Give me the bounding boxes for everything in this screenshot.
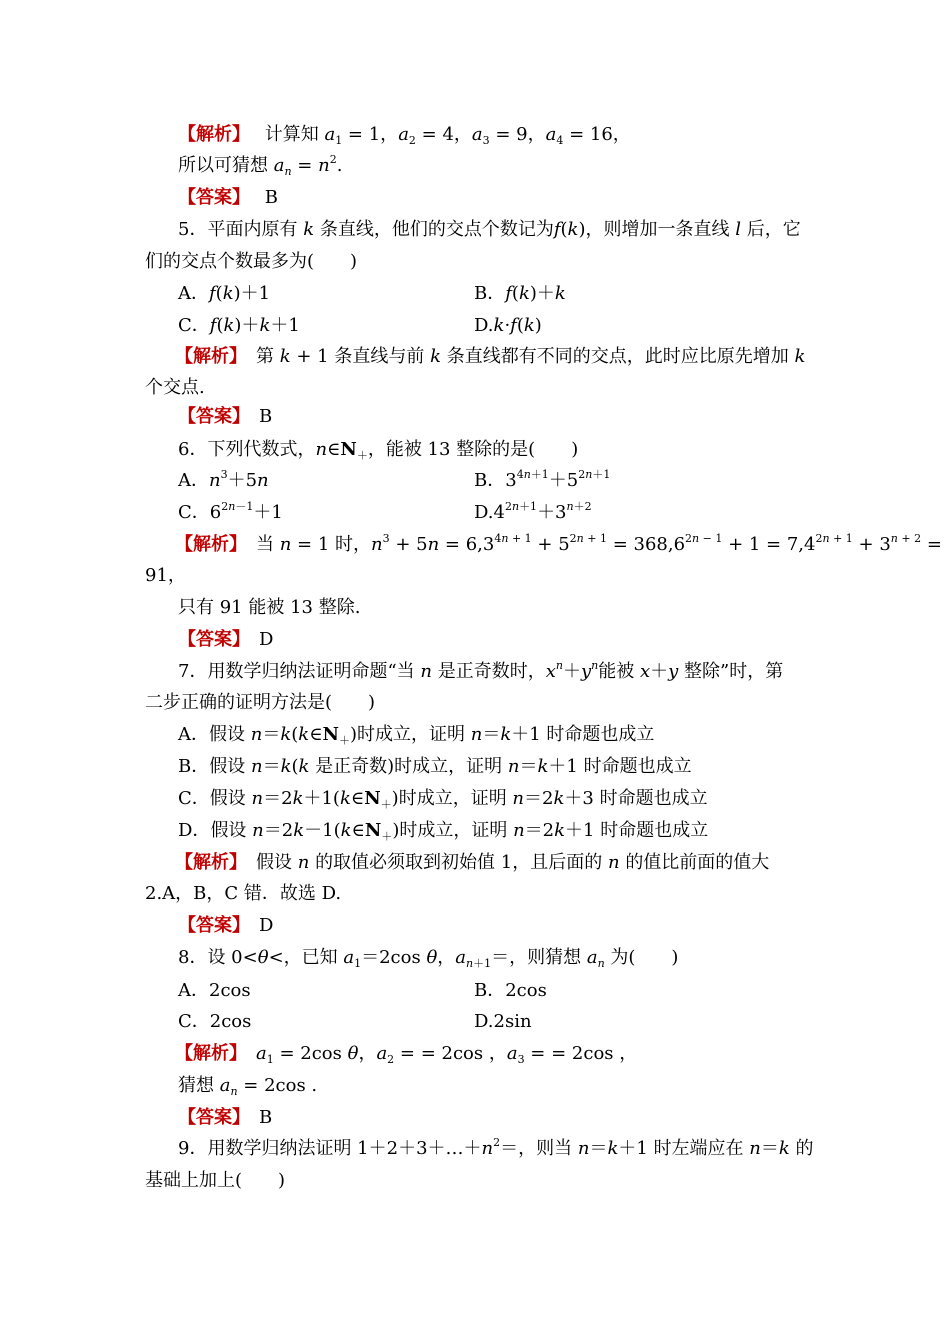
q6-option-c: C．$6^{2n-1}+1$ bbox=[178, 500, 283, 523]
q8-option-d: D.2sin bbox=[474, 1011, 532, 1032]
analysis-label: 【解析】 bbox=[178, 124, 241, 145]
analysis-label: 【解析】 bbox=[175, 346, 238, 367]
answer-label: 【答案】 bbox=[178, 915, 241, 936]
q5-option-c: C．f(k)＋k＋1 bbox=[178, 315, 300, 336]
analysis-label: 【解析】 bbox=[175, 534, 238, 555]
q5-analysis-line-2: 个交点. bbox=[145, 377, 205, 398]
answer-label: 【答案】 bbox=[178, 406, 241, 427]
q5-option-b: B．f(k)＋k bbox=[474, 283, 566, 304]
q9-stem-line-1: 9．用数学归纳法证明 $1+2+3+\dots+n^2=$，则当 n＝k＋1 时左端应在 n＝k 的 bbox=[178, 1136, 814, 1159]
q6-analysis-line-2: 91， bbox=[145, 565, 186, 586]
q8-stem: 8．设 0<θ<，已知 $a_1=2\cos$ θ，$a_{n+1}=$，则猜想 $a_n$ 为( ) bbox=[178, 947, 679, 970]
q5-option-a: A．f(k)＋1 bbox=[178, 283, 271, 304]
q5-option-d: D.k·f(k) bbox=[474, 315, 542, 336]
q4-answer: 【答案】 B bbox=[178, 187, 278, 208]
q8-option-b: B．2cos bbox=[474, 980, 547, 1001]
q5-analysis-line-1: 【解析】 第 k + 1 条直线与前 k 条直线都有不同的交点，此时应比原先增加 k bbox=[175, 346, 806, 367]
q6-option-d: $D.4^{2n+1}+3^{n+2}$ bbox=[474, 500, 592, 523]
q7-option-d: D．假设 $n=2k-1(k\in N_+)$时成立，证明 n＝2k＋1 时命题也成立 bbox=[178, 820, 709, 843]
answer-label: 【答案】 bbox=[178, 629, 241, 650]
q7-option-b: B．假设 n＝k(k 是正奇数)时成立，证明 n＝k＋1 时命题也成立 bbox=[178, 756, 692, 777]
q6-option-a: A．$n^3+5n$ bbox=[178, 468, 269, 491]
q6-analysis-line-3: 只有 91 能被 13 整除. bbox=[178, 597, 361, 618]
q6-stem: 6．下列代数式，$n\in N_+$，能被 13 整除的是( ) bbox=[178, 439, 579, 462]
q8-option-a: A．2cos bbox=[178, 980, 251, 1001]
q5-stem-line-2: 们的交点个数最多为( ) bbox=[145, 251, 358, 272]
q8-analysis-line-1: 【解析】 $a_1 = 2\cos$ θ，$a_2$ = = 2cos ，$a_3$ = = 2cos ， bbox=[175, 1043, 638, 1066]
q9-stem-line-2: 基础上加上( ) bbox=[145, 1170, 286, 1191]
q4-analysis-line-2: 所以可猜想 $a_n = n^2$. bbox=[178, 153, 343, 178]
q7-stem-line-1: 7．用数学归纳法证明命题“当 n 是正奇数时，$x^n+y^n$能被 x＋y 整除”时，第 bbox=[178, 659, 784, 682]
analysis-label: 【解析】 bbox=[175, 1043, 238, 1064]
q8-analysis-line-2: 猜想 $a_n = 2\cos$ . bbox=[178, 1075, 318, 1098]
q4-analysis-line-1: 【解析】 计算知 $a_1 = 1$，$a_2 = 4$，$a_3 = 9$，$a_4 = 16$， bbox=[178, 124, 631, 147]
q6-analysis-line-1: 【解析】 当 n = 1 时，$n^3 + 5n = 6,3^{4n + 1} + 5^{2n + 1} = 368,6^{2n - 1} + 1 = 7,4^{2n + 1} + 3^{n + 2}$ = bbox=[175, 532, 942, 555]
q7-analysis-line-2: 2.A，B，C 错．故选 D. bbox=[145, 883, 342, 904]
answer-label: 【答案】 bbox=[178, 1107, 241, 1128]
q6-option-b: B．$3^{4n+1}+5^{2n+1}$ bbox=[474, 468, 611, 491]
q7-answer: 【答案】 D bbox=[178, 915, 274, 936]
q6-answer: 【答案】 D bbox=[178, 629, 274, 650]
analysis-label: 【解析】 bbox=[175, 852, 238, 873]
q7-analysis-line-1: 【解析】 假设 n 的取值必须取到初始值 1，且后面的 n 的值比前面的值大 bbox=[175, 852, 770, 873]
q7-option-c: C．假设 $n=2k+1(k\in N_+)$时成立，证明 n＝2k＋3 时命题也成立 bbox=[178, 788, 708, 811]
q5-answer: 【答案】 B bbox=[178, 406, 273, 427]
q7-option-a: A．假设 $n=k(k\in N_+)$时成立，证明 n＝k＋1 时命题也成立 bbox=[178, 724, 655, 747]
q7-stem-line-2: 二步正确的证明方法是( ) bbox=[145, 692, 376, 713]
answer-label: 【答案】 bbox=[178, 187, 241, 208]
q8-option-c: C．2cos bbox=[178, 1011, 252, 1032]
q5-stem-line-1: 5．平面内原有 k 条直线，他们的交点个数记为f(k)，则增加一条直线 l 后，它 bbox=[178, 219, 801, 240]
q8-answer: 【答案】 B bbox=[178, 1107, 273, 1128]
